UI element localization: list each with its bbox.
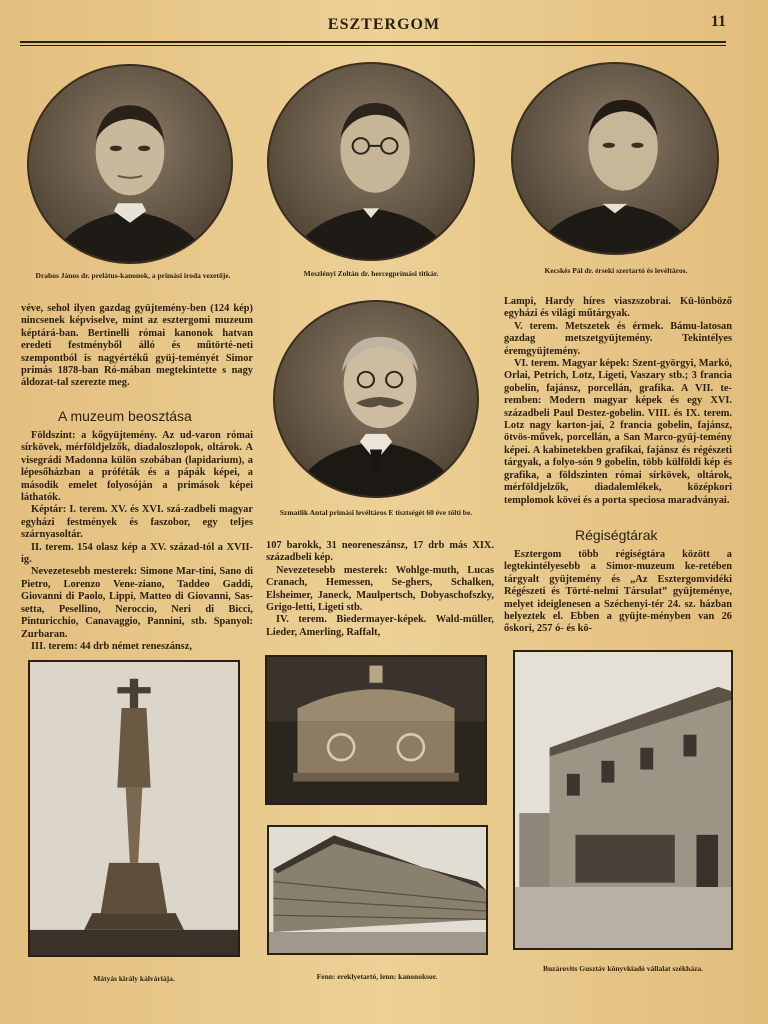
portrait-szmatlik bbox=[273, 300, 479, 498]
mid-paragraph-1: 107 barokk, 31 neoreneszánsz, 17 drb más XIX. századbeli kép. bbox=[266, 540, 494, 564]
right-paragraph-4: Esztergom több régiségtára között a legtekintélyesebb a Simor-muzeum ke-retében tárgyalt gyüjtemény és „Az Esztergomvidéki Régészeti és Törté-nelmi Társulat” gyüjteménye, melyet ideiglenesen a Széchenyi-tér 24. sz. házban helyeztek el. Ebben a gyüjte-ményben van 26 őskori, 257 ó- és kö- bbox=[504, 549, 732, 635]
mid-paragraph-3: IV. terem. Biedermayer-képek. Wald-müller, Lieder, Amerling, Raffalt, bbox=[266, 614, 494, 638]
left-paragraph-4: II. terem. 154 olasz kép a XV. század-tól a XVII-ig. bbox=[21, 541, 253, 566]
photo-building-caption: Buzárovits Gusztáv könyvkiadó vállalat székháza. bbox=[542, 964, 704, 973]
page-number: 11 bbox=[710, 13, 726, 30]
photo-reliquary bbox=[265, 655, 487, 805]
left-paragraph-5: Nevezetesebb mesterek: Simone Mar-tini, Sano di Pietro, Lorenzo Vene-ziano, Taddeo Gaddi, Giovanni di Paolo, Lippi, Matteo di Giovanni, Sas-setta, Pesellino, Neroccio, Neri di Bicci, Pinturicchio, Canavaggio, Pannini, stb. Spanyol: Zurbaran. bbox=[21, 566, 253, 640]
portrait-drahos-caption: Drahos János dr. prelátus-kanonok, a primási iroda vezetője. bbox=[35, 271, 231, 280]
section-heading-museum: A muzeum beosztása bbox=[58, 408, 192, 424]
photo-reliquary-caption: Fenn: ereklyetartó, lenn: kanonoksor. bbox=[316, 972, 438, 981]
photo-calvary bbox=[28, 660, 240, 957]
photo-calvary-caption: Mátyás király kálváriája. bbox=[93, 974, 175, 983]
left-paragraph-3: Képtár: I. terem. XV. és XVI. szá-zadbeli magyar egyházi festmények és faszobor, egy teljes szárnyasoltár. bbox=[21, 504, 253, 541]
right-paragraph-3: VI. terem. Magyar képek: Szent-györgyi, Markó, Orlai, Petrich, Lotz, Ligeti, Vaszary stb.; 3 francia gobelin, fajánsz, porcellán, grafika. A VII. te-remben: Modern magyar képek és egy XVI. századbeli Paul Destez-gobelin. VIII. és IX. terem. Lotz nagy karton-jai, 2 francia gobelin, fajánsz, ötvös-művek, porcellán, a San Marco-gyüj-temény képei. A kabinetekben grafikai, fajánsz és régészeti tárgyak, a folyo-són 9 gobelin, több külföldi kép és grafika, a földszinten római sírkövek, oltárok, mérföldjelzők, diadalemlékek, középkori templomok kövei és a porta speciosa maradványai. bbox=[504, 358, 732, 506]
section-heading-antiquities: Régiségtárak bbox=[575, 527, 658, 543]
right-column bbox=[504, 296, 732, 507]
left-column-body bbox=[21, 430, 253, 653]
middle-column bbox=[266, 540, 494, 639]
portrait-kecskes-caption: Kecskés Pál dr. érseki szertartó és levéltáros. bbox=[544, 266, 688, 275]
photo-publisher-building bbox=[513, 650, 733, 950]
portrait-drahos bbox=[27, 64, 233, 264]
portrait-kecskes bbox=[511, 62, 719, 255]
right-paragraph-2: V. terem. Metszetek és érmek. Bámu-latosan gazdag metszetgyüjtemény. Tekintélyes éremgyüjtemény. bbox=[504, 320, 732, 357]
header-rule bbox=[20, 41, 726, 43]
photo-canon-row bbox=[267, 825, 488, 955]
left-paragraph-1: véve, sehol ilyen gazdag gyüjtemény-ben (124 kép) nincsenek képviselve, mint az esztergomi muzeum képtárá-ban. Bertinelli római kanonok hatvan eredeti festményből álló és műtörté-neti szempontból is nagyértékű gyüj-teményét Simor primás 1878-ban Ró-mában megtekintette s nagy áldozat-tal szerezte meg. bbox=[21, 303, 253, 389]
left-column-intro bbox=[21, 303, 253, 390]
left-paragraph-6: III. terem: 44 drb német reneszánsz, bbox=[31, 640, 192, 652]
header-rule-thin bbox=[20, 45, 726, 46]
right-column-body bbox=[504, 549, 732, 636]
portrait-meszlenyi-caption: Meszlényi Zoltán dr. hercegprímási titkár. bbox=[303, 269, 439, 278]
left-paragraph-2: Földszint: a kőgyüjtemény. Az ud-varon római sírkövek, mérföldjelzők, diadaloszlopok, oltárok. A visegrádi Madonna külön szobában (lapidarium), a lépesőházban a próféták és a pápák képei, a második emelet folyosóján a primások képei láthatók. bbox=[21, 430, 253, 504]
mid-paragraph-2: Nevezetesebb mesterek: Wohlge-muth, Lucas Cranach, Hemessen, Se-ghers, Schalken, Elsheimer, Janeck, Maulpertsch, Dobyaschofszky, Grigo-letti, Ligeti stb. bbox=[266, 564, 494, 614]
right-paragraph-1: Lampi, Hardy híres viaszszobrai. Kü-lönböző egyházi és világi műtárgyak. bbox=[504, 296, 732, 320]
page-title: ESZTERGOM bbox=[327, 16, 441, 33]
portrait-meszlenyi bbox=[267, 62, 475, 261]
portrait-szmatlik-caption: Szmatlik Antal primási levéltáros E tisztségét 60 éve tölti be. bbox=[279, 508, 473, 517]
